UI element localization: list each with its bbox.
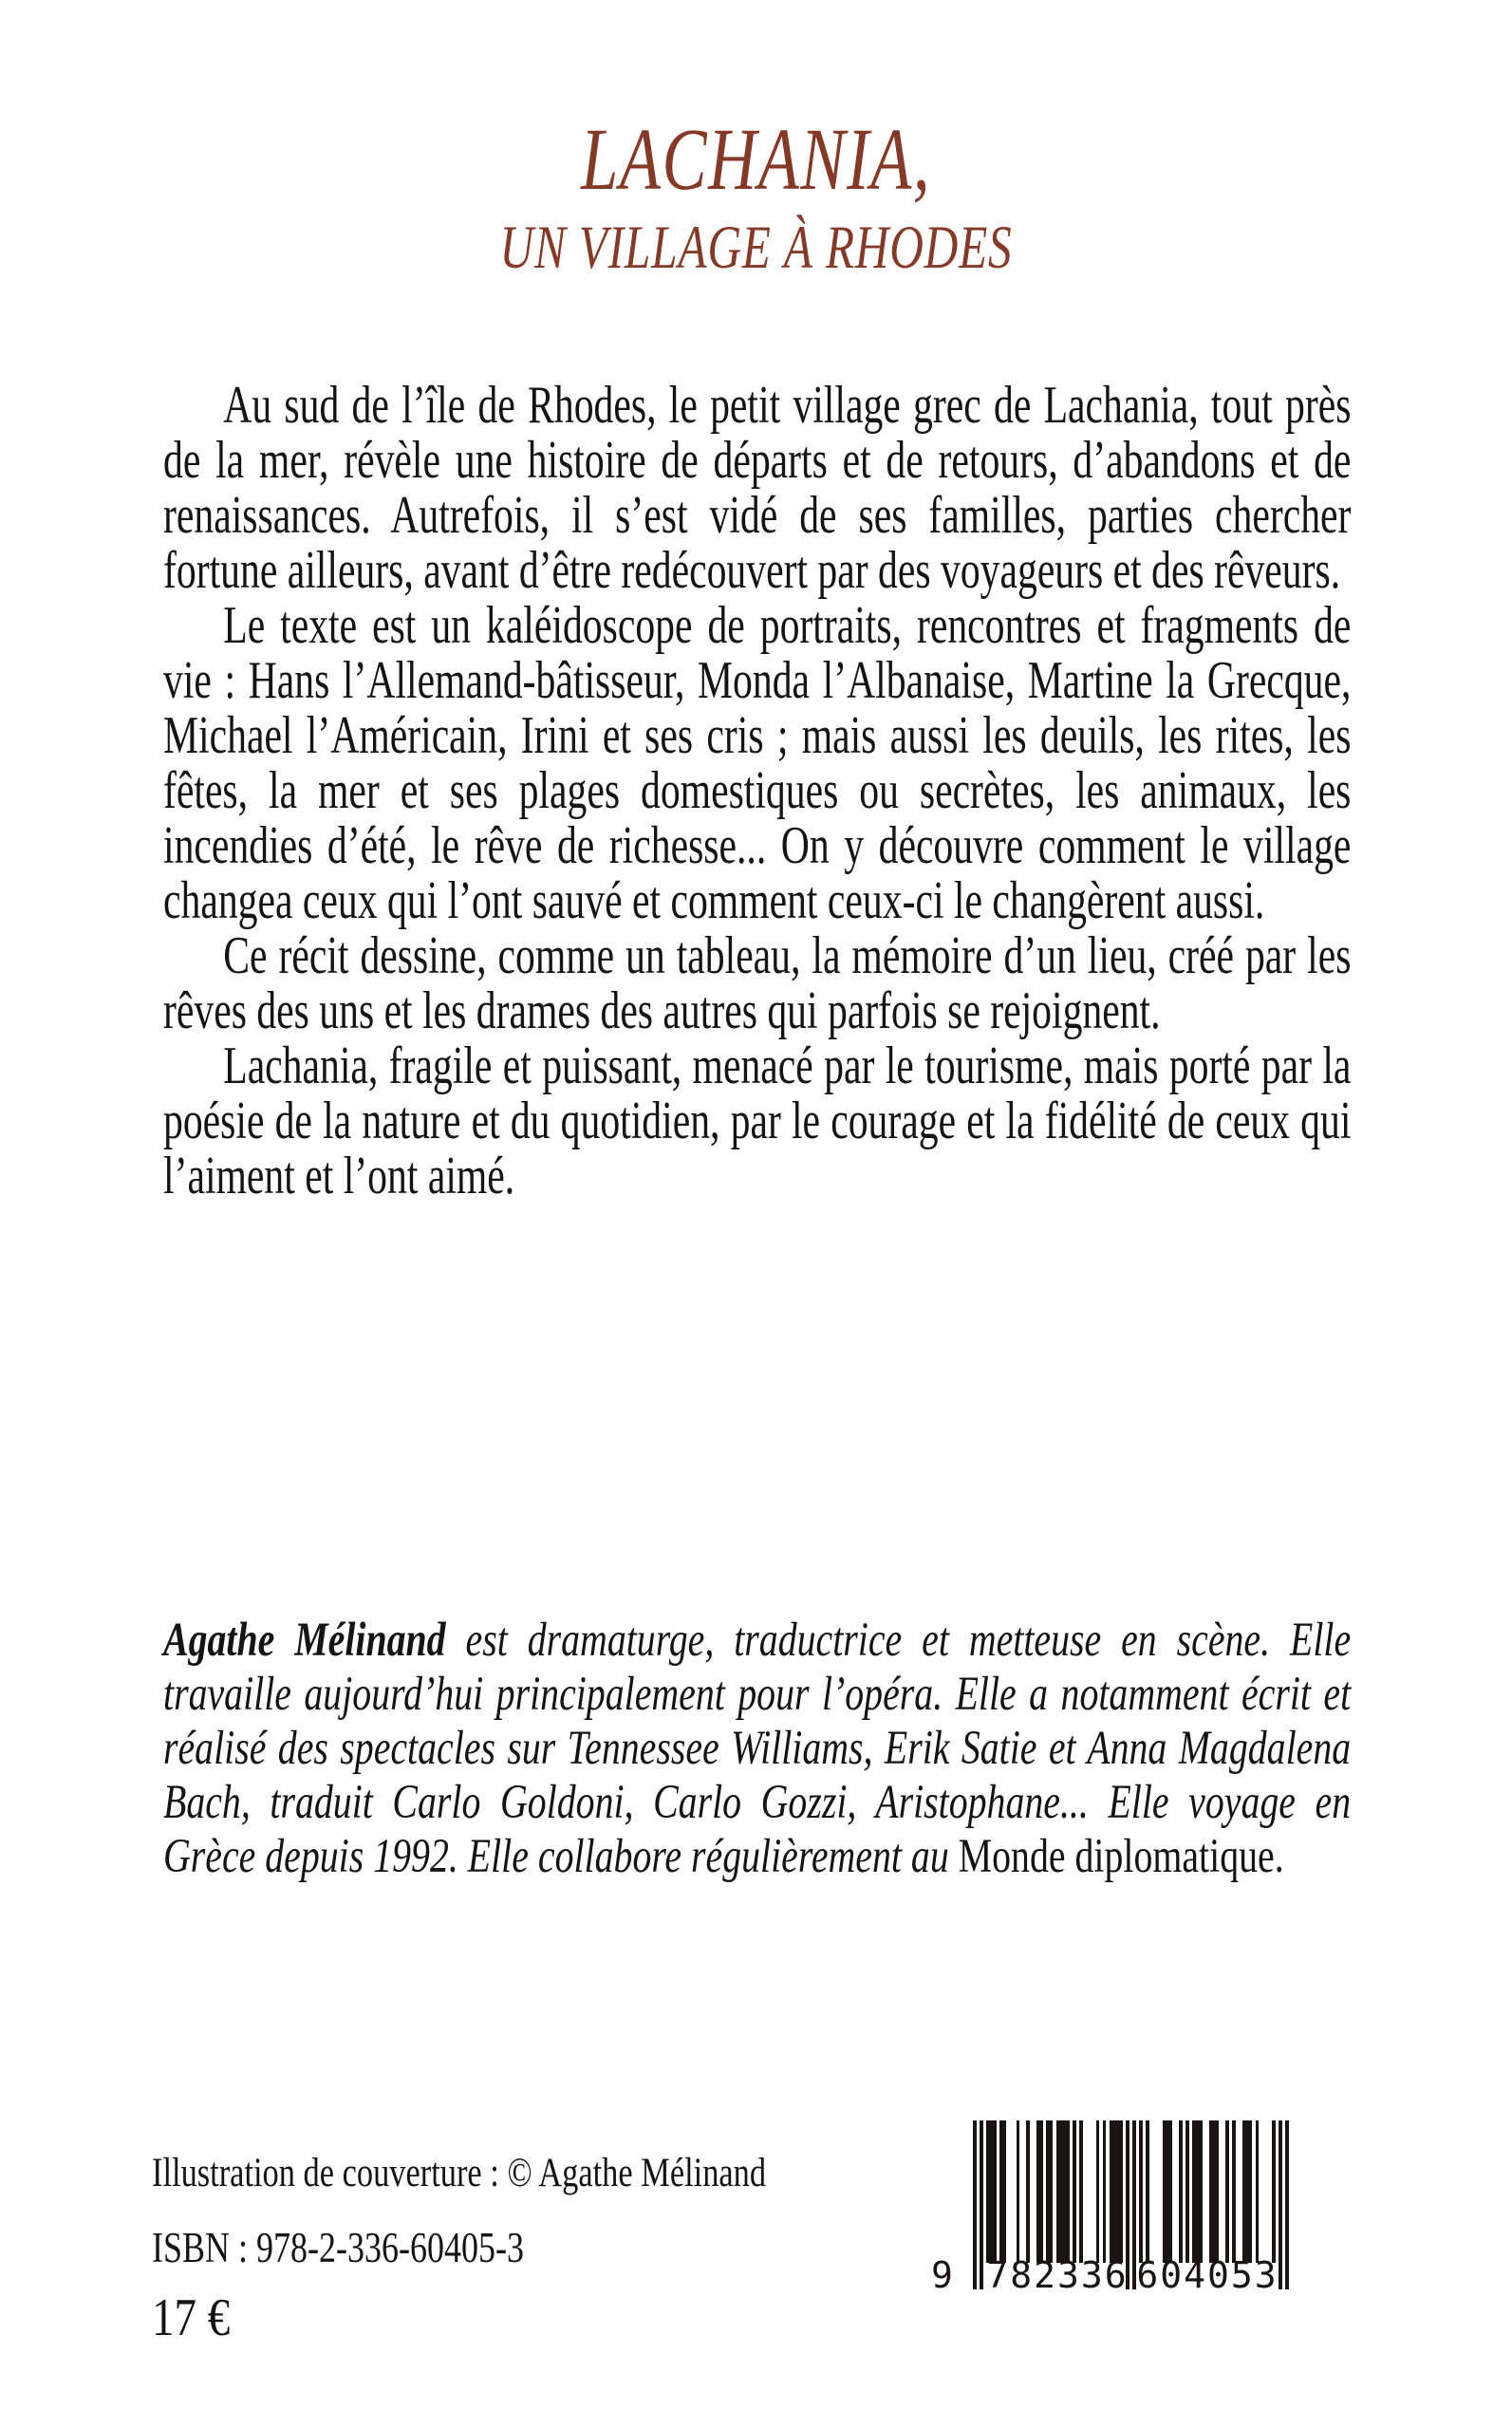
isbn-line: ISBN : 978-2-336-60405-3: [152, 2224, 524, 2271]
price-label: 17 €: [152, 2288, 231, 2347]
ean13-barcode: [931, 2120, 1296, 2301]
bio-segment: est dramaturge, traductrice et metteuse en scène. Elle travaille aujourd’hui principalement pour l’opéra. Elle a notamment écrit et réalisé des spectacles sur Tennessee Williams, Erik Satie et Anna Magdalena Bach, traduit Carlo Goldoni, Carlo Gozzi, Aristophane... Elle voyage en Grèce depuis 1992. Elle collabore régulièrement au: [163, 1614, 1352, 1883]
barcode-left-digits: 782336: [986, 2254, 1129, 2296]
book-title: LACHANIA,: [580, 111, 932, 209]
book-subtitle: UN VILLAGE À RHODES: [499, 214, 1013, 282]
synopsis-paragraph: Ce récit dessine, comme un tableau, la mémoire d’un lieu, créé par les rêves des uns et les drames des autres qui parfois se rejoignent.: [163, 926, 1352, 1040]
author-bio: [163, 1614, 1351, 1884]
synopsis-paragraph: Le texte est un kaléidoscope de portraits, rencontres et fragments de vie : Hans l’Allemand-bâtisseur, Monda l’Albanaise, Martine la Grecque, Michael l’Américain, Irini et ses cris ; mais aussi les deuils, les rites, les fêtes, la mer et ses plages domestiques ou secrètes, les animaux, les incendies d’été, le rêve de richesse... On y découvre comment le village changea ceux qui l’ont sauvé et comment ceux-ci le changèrent aussi.: [163, 596, 1352, 930]
bio-segment: Agathe Mélinand: [163, 1614, 446, 1667]
author-bio-paragraph: [163, 1614, 1351, 1884]
synopsis-paragraph: Lachania, fragile et puissant, menacé par le tourisme, mais porté par la poésie de la nature et du quotidien, par le courage et la fidélité de ceux qui l’aiment et l’ont aimé.: [163, 1036, 1352, 1205]
barcode-right-digits: 604053: [1136, 2254, 1279, 2296]
barcode-module: [1285, 2120, 1289, 2289]
synopsis-paragraph: Au sud de l’île de Rhodes, le petit village grec de Lachania, tout près de la mer, révèle une histoire de départs et de retours, d’abandons et de renaissances. Autrefois, il s’est vidé de ses familles, parties chercher fortune ailleurs, avant d’être redécouvert par des voyageurs et des rêveurs.: [163, 376, 1352, 600]
synopsis-text: [163, 378, 1351, 1204]
illustration-credit: Illustration de couverture : © Agathe Mélinand: [152, 2151, 767, 2195]
bio-segment: Monde diplomatique: [958, 1830, 1275, 1883]
barcode-lead-digit: 9: [931, 2254, 955, 2296]
bio-segment: .: [1274, 1830, 1284, 1883]
title-block: [181, 111, 1331, 282]
